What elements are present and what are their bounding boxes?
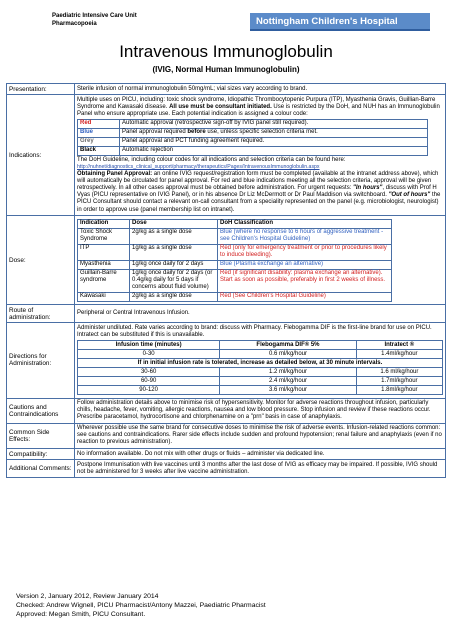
label-dose: Dose:: [7, 216, 75, 305]
dose-table: [77, 219, 392, 302]
label-route: Route of administration:: [7, 305, 75, 323]
indications-content: [75, 95, 446, 216]
approval-text: Obtaining Panel Approval: an online IVIG request/registration form must be completed (available at the intranet address above), which will automatically be circulated for panel approval. For red and blue indications meeting all the selection criteria, approval will be given retrospectively. In all other cases approval must be obtained before administration. For urgent requests: "In hours", discuss with Prof H Vyas (PICU representative on IVIG Panel), or in his absence Dr Liz McDermott or Dr Paul Maddison via switchboard. "Out of hours" the PICU Consultant should contact a relevant on-call consultant from a speciality represented on the panel (e.g. microbiologist, neurologist) in order to approve use (panel membership list on intranet).: [77, 171, 441, 213]
row-indications: [7, 95, 446, 216]
indications-intro: Multiple uses on PICU, including: toxic shock syndrome, Idiopathic Thrombocytopenic Purpura (ITP), Myasthenia Gravis, Guillian-Barre Syndrome and Kawasaki disease. All use must be consultant initiated. Use is restricted by the DoH, and NUH has an Immunoglobulin Panel who ensure appropriate use. Each potential indication is assigned a colour code:: [77, 96, 440, 117]
label-indications: Indications:: [7, 95, 75, 216]
compatibility-text: No information available. Do not mix with other drugs or fluids – administer via dedicated line.: [75, 449, 446, 460]
colour-code-table: [77, 119, 428, 156]
label-additional: Additional Comments:: [7, 460, 75, 478]
label-compatibility: Compatibility:: [7, 449, 75, 460]
monograph-table: [6, 83, 446, 478]
row-compatibility: [7, 449, 446, 460]
infusion-note-row: If in initial infusion rate is tolerated, increase as detailed below, at 30 minute intervals.: [78, 359, 443, 368]
row-presentation: [7, 84, 446, 95]
document-footer: [16, 592, 266, 619]
page-subtitle: (IVIG, Normal Human Immunoglobulin): [152, 65, 300, 74]
code-row-blue: Blue Panel approval required before use, unless specific selection criteria met.: [78, 128, 428, 137]
infusion-rate-table: [77, 340, 443, 395]
infusion-row: 0-30 0.6 ml/kg/hour 1.4ml/kg/hour: [78, 350, 443, 359]
infusion-row: 90-120 3.6 ml/kg/hour 1.8ml/kg/hour: [78, 386, 443, 395]
page-title: Intravenous Immunoglobulin: [119, 42, 333, 61]
additional-text: Postpone Immunisation with live vaccines until 3 months after the last dose of IVIG as efficacy may be impaired. If possible, IVIG should not be administered for 3 weeks after live vaccine administration.: [75, 460, 446, 478]
infusion-row: 30-60 1.2 ml/kg/hour 1.6 ml/kg/hour: [78, 368, 443, 377]
code-row-black: Black Automatic rejection: [78, 146, 428, 155]
hospital-name: Nottingham Children's Hospital: [256, 16, 398, 27]
infusion-row: 60-90 2.4 ml/kg/hour 1.7ml/kg/hour: [78, 377, 443, 386]
dose-row: ITP 1g/kg as a single dose Red (only for emergency treatment or prior to procedures likely to induce bleeding).: [78, 244, 392, 260]
presentation-text: Sterile infusion of normal immunoglobulin 50mg/mL; vial sizes vary according to brand.: [75, 84, 446, 95]
footer-approved: Approved: Megan Smith, PICU Consultant.: [16, 611, 146, 618]
dose-row: Myasthenia 1g/kg once daily for 2 days Blue (Plasma exchange an alternative): [78, 260, 392, 269]
unit-line-2: Pharmacopoeia: [52, 21, 97, 27]
route-text: Peripheral or Central Intravenous Infusion.: [75, 305, 446, 323]
guideline-text: The DoH Guideline, including colour codes for all indications and selection criteria can be found here:: [77, 156, 346, 163]
label-side-effects: Common Side Effects:: [7, 423, 75, 448]
row-additional: [7, 460, 446, 478]
code-row-red: Red Automatic approval (retrospective sign-off by IVIG panel still required).: [78, 119, 428, 128]
unit-line-1: Paediatric Intensive Care Unit: [52, 13, 137, 19]
row-directions: [7, 323, 446, 398]
label-presentation: Presentation:: [7, 84, 75, 95]
side-effects-text: Wherever possible use the same brand for consecutive doses to minimise the risk of adverse events. Infusion-related reactions common: see cautions and contraindications. Rarer side effects include sudden and profound hypotension; renal failure and anaphylaxis (even if no reaction to previous administration).: [75, 423, 446, 448]
label-cautions: Cautions and Contraindications: [7, 398, 75, 423]
dose-content: [75, 216, 446, 305]
guideline-link[interactable]: http://nuhnet/diagnostics_clinical_support/pharmacy/therapeutics/Pages/IntravenousImmunoglobulin.aspx: [77, 163, 320, 170]
dose-row: Guillain-Barre syndrome 1g/kg once daily for 2 days (or 0.4g/kg daily for 5 days if concerns about fluid volume) Red (if significant disability: plasma exchange an alternative). Start as soon as possible, preferably in first 2 weeks of illness.: [78, 269, 392, 292]
directions-content: [75, 323, 446, 398]
footer-checked: Checked: Andrew Wignell, PICU Pharmacist/Antony Mazzei, Paediatric Pharmacist: [16, 602, 266, 609]
footer-version: Version 2, January 2012, Review January 2014: [16, 593, 159, 600]
infusion-header: Infusion time (minutes) Flebogamma DIF® 5% Intratect ®: [78, 341, 443, 350]
label-directions: Directions for Administration:: [7, 323, 75, 398]
dose-row: Toxic Shock Syndrome 2g/kg as a single dose Blue (where no response to 6 hours of aggressive treatment - see Children's Hospital Guideline): [78, 228, 392, 244]
unit-header: [52, 12, 137, 28]
row-dose: [7, 216, 446, 305]
code-row-grey: Grey Panel approval and PCT funding agreement required.: [78, 137, 428, 146]
row-side-effects: [7, 423, 446, 448]
row-route: [7, 305, 446, 323]
row-cautions: [7, 398, 446, 423]
cautions-text: Follow administration details above to minimise risk of hypersensitivity. Monitor for adverse reactions throughout infusion, particularly chills, headache, fever, vomiting, allergic reactions, nausea and low blood pressure. Stop infusion and review if these reactions occur. Prescribe paracetamol, hydrocortisone and chlorphenamine on a "prn" basis in case of anaphylaxis.: [75, 398, 446, 423]
dose-row: Kawasaki 2g/kg as a single dose Red (See Children's Hospital Guideline): [78, 292, 392, 301]
dose-header: Indication Dose DoH Classification: [78, 219, 392, 228]
directions-intro: Administer undiluted. Rate varies according to brand: discuss with Pharmacy. Flebogamma DIF is the first-line brand for use on PICU. Intratect can be substituted if this is unavailable.: [77, 324, 432, 338]
